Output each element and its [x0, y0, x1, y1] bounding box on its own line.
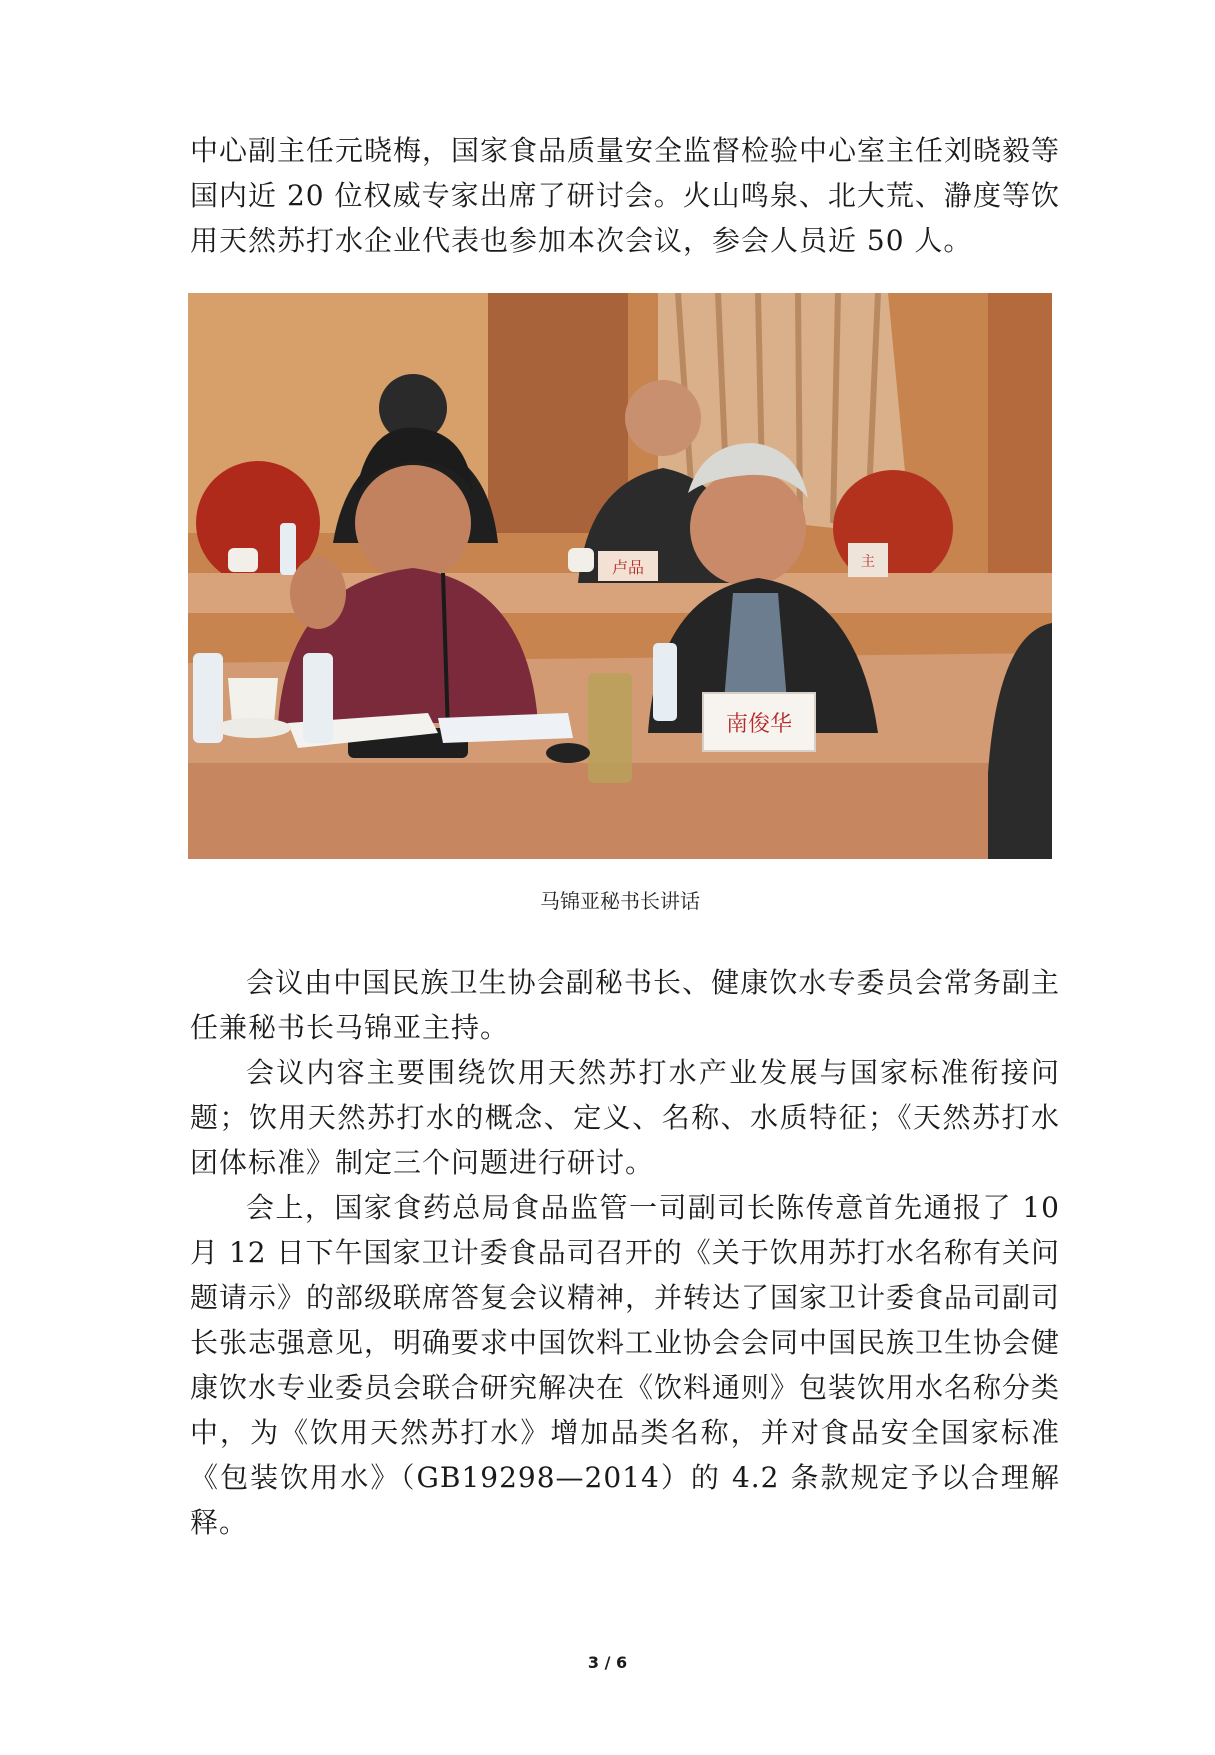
page-number: 3 / 6 — [587, 1653, 628, 1672]
paragraph-host: 会议由中国民族卫生协会副秘书长、健康饮水专委员会常务副主任兼秘书长马锦亚主持。 — [190, 966, 1060, 1044]
nameplate-partial: 主 — [861, 554, 875, 570]
photo-caption: 马锦亚秘书长讲话 — [540, 889, 700, 913]
paragraph-briefing: 会上，国家食药总局食品监管一司副司长陈传意首先通报了 10 月 12 日下午国家卫计委食品司召开的《关于饮用苏打水名称有关问题请示》的部级联席答复会议精神，并转达了国家卫计委食品司副司长张志强意见，明确要求中国饮料工业协会会同中国民族卫生协会健康饮水专业委员会联合研究解决在《饮料通则》包装饮用水名称分类中，为《饮用天然苏打水》增加品类名称，并对食品安全国家标准《包装饮用水》（GB19298—2014）的 4.2 条款规定予以合理解释。 — [190, 1191, 1061, 1539]
paragraph-attendees: 中心副主任元晓梅，国家食品质量安全监督检验中心室主任刘晓毅等国内近 20 位权威专家出席了研讨会。火山鸣泉、北大荒、瀞度等饮用天然苏打水企业代表也参加本次会议，参会人员近 50 人。 — [190, 134, 1061, 257]
paragraph-topics: 会议内容主要围绕饮用天然苏打水产业发展与国家标准衔接问题；饮用天然苏打水的概念、定义、名称、水质特征；《天然苏打水团体标准》制定三个问题进行研讨。 — [190, 1056, 1060, 1179]
nameplate-text: 南俊华 — [725, 712, 793, 737]
meeting-photo — [188, 293, 1052, 859]
nameplate-partial: 卢品 — [611, 558, 645, 577]
